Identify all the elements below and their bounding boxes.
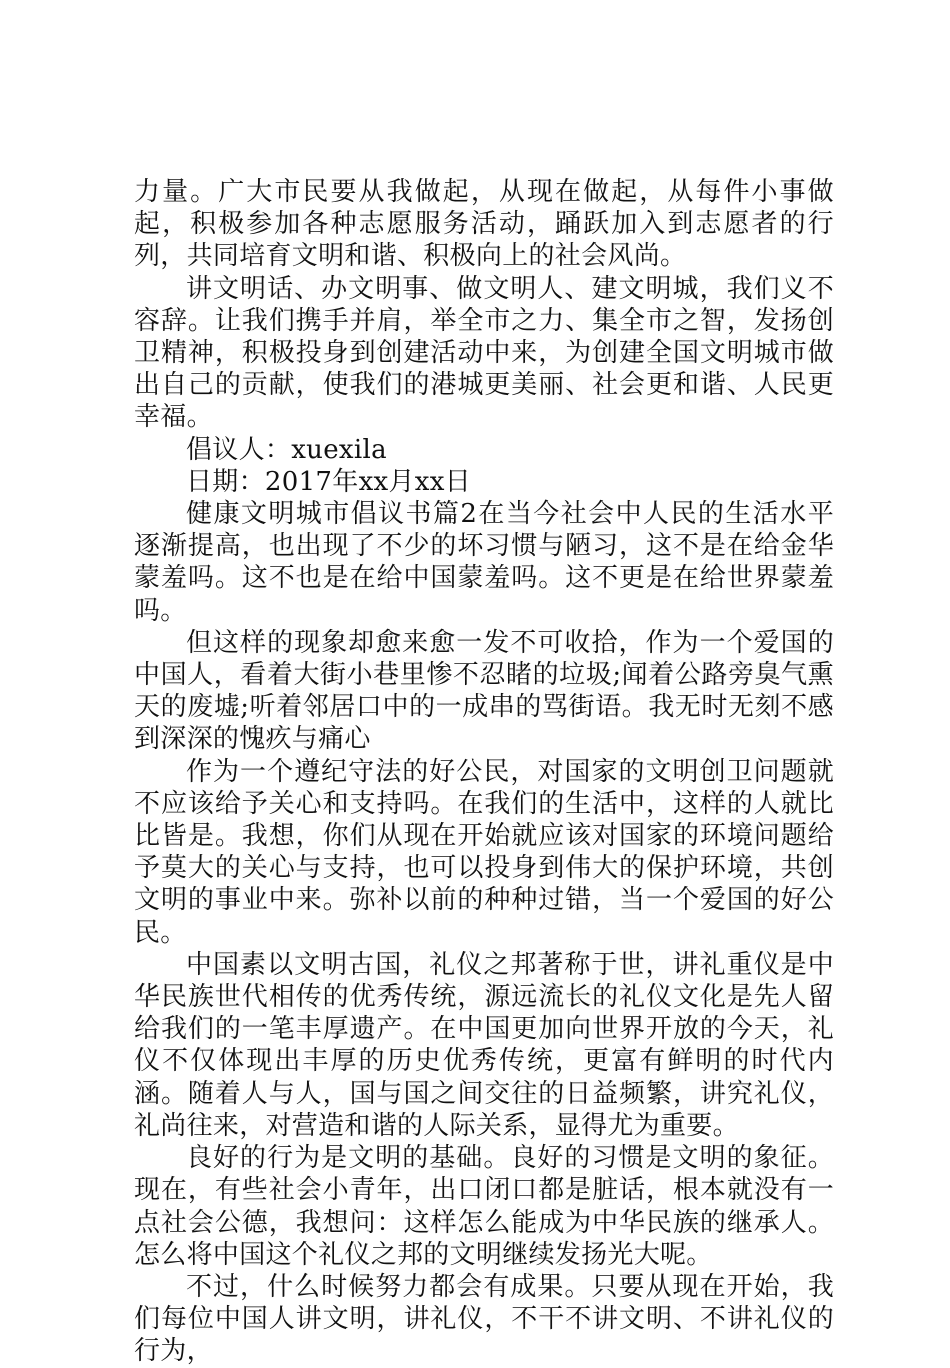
document-body [134, 176, 834, 1368]
paragraph-2: 讲文明话、办文明事、做文明人、建文明城，我们义不容辞。让我们携手并肩，举全市之力、集全市之智，发扬创卫精神，积极投身到创建活动中来，为创建全国文明城市做出自己的贡献，使我们的港城更美丽、社会更和谐、人民更幸福。 [134, 273, 834, 433]
paragraph-8: 中国素以文明古国，礼仪之邦著称于世，讲礼重仪是中华民族世代相传的优秀传统，源远流长的礼仪文化是先人留给我们的一笔丰厚遗产。在中国更加向世界开放的今天，礼仪不仅体现出丰厚的历史优秀传统，更富有鲜明的时代内涵。随着人与人，国与国之间交往的日益频繁，讲究礼仪，礼尚往来，对营造和谐的人际关系，显得尤为重要。 [134, 949, 834, 1141]
paragraph-9: 良好的行为是文明的基础。良好的习惯是文明的象征。现在，有些社会小青年，出口闭口都是脏话，根本就没有一点社会公德，我想问：这样怎么能成为中华民族的继承人。怎么将中国这个礼仪之邦的文明继续发扬光大呢。 [134, 1143, 834, 1270]
paragraph-1: 力量。广大市民要从我做起，从现在做起，从每件小事做起，积极参加各种志愿服务活动，踊跃加入到志愿者的行列，共同培育文明和谐、积极向上的社会风尚。 [134, 177, 834, 272]
paragraph-6: 但这样的现象却愈来愈一发不可收拾，作为一个爱国的中国人，看着大街小巷里惨不忍睹的垃圾;闻着公路旁臭气熏天的废墟;听着邻居口中的一成串的骂街语。我无时无刻不感到深深的愧疚与痛心 [134, 627, 834, 755]
paragraph-5: 健康文明城市倡议书篇2在当今社会中人民的生活水平逐渐提高，也出现了不少的坏习惯与陋习，这不是在给金华蒙羞吗。这不也是在给中国蒙羞吗。这不更是在给世界蒙羞吗。 [134, 499, 834, 626]
date-line: 日期：2017年xx月xx日 [186, 466, 472, 497]
proposer-line: 倡议人：xuexila [186, 434, 387, 465]
paragraph-7: 作为一个遵纪守法的好公民，对国家的文明创卫问题就不应该给予关心和支持吗。在我们的生活中，这样的人就比比皆是。我想，你们从现在开始就应该对国家的环境问题给予莫大的关心与支持，也可以投身到伟大的保护环境，共创文明的事业中来。弥补以前的种种过错，当一个爱国的好公民。 [134, 756, 834, 948]
paragraph-10: 不过，什么时候努力都会有成果。只要从现在开始，我们每位中国人讲文明，讲礼仪，不干不讲文明、不讲礼仪的行为， [134, 1271, 834, 1367]
